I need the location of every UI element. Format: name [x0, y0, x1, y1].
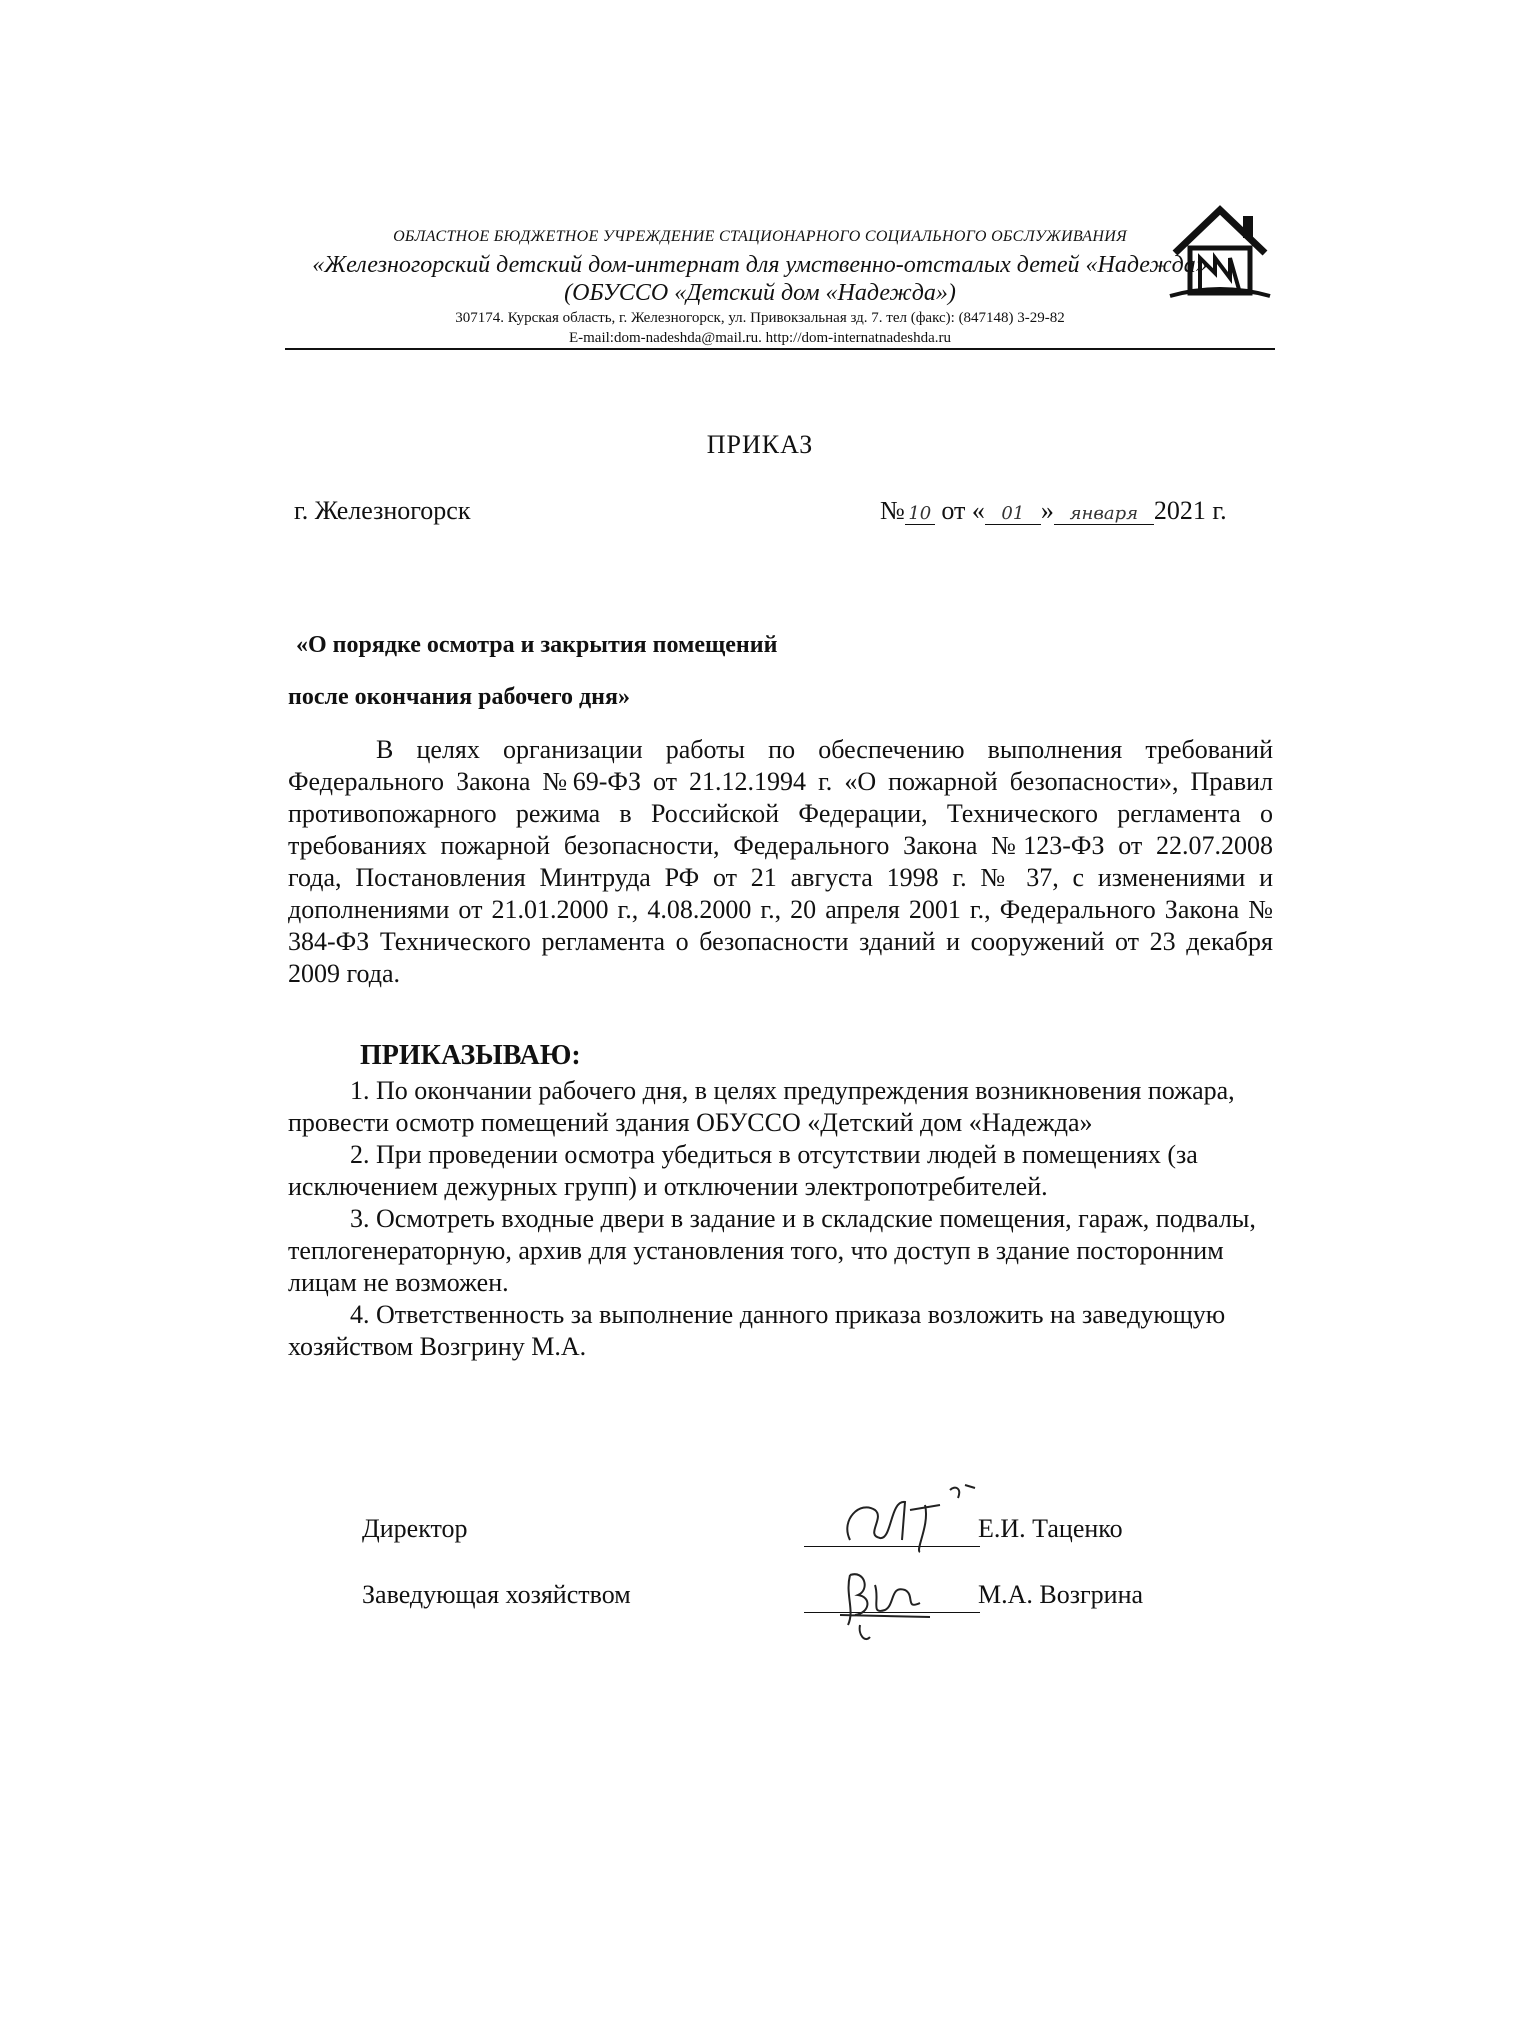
date-month-handwritten: января — [1054, 503, 1154, 525]
letterhead-divider — [285, 348, 1275, 350]
number-prefix: № — [880, 496, 905, 525]
document-title: ПРИКАЗ — [706, 430, 814, 459]
signer-name-director: Е.И. Таценко — [978, 1514, 1123, 1543]
date-year: 2021 г. — [1153, 496, 1227, 525]
order-items — [288, 1075, 1273, 1363]
signer-role-director: Директор — [362, 1514, 468, 1543]
order-item: 4. Ответственность за выполнение данного приказа возложить на заведующую хозяйством Возгрину М.А. — [288, 1300, 1226, 1361]
letterhead-org-short: (ОБУССО «Детский дом «Надежда») — [564, 280, 956, 306]
letterhead-org-line: ОБЛАСТНОЕ БЮДЖЕТНОЕ УЧРЕЖДЕНИЕ СТАЦИОНАРНОГО СОЦИАЛЬНОГО ОБСЛУЖИВАНИЯ — [393, 228, 1127, 245]
order-item: 3. Осмотреть входные двери в задание и в складские помещения, гараж, подвалы, теплогенераторную, архив для установления того, что доступ в здание посторонним лицам не возможен. — [288, 1204, 1256, 1297]
order-item: 2. При проведении осмотра убедиться в отсутствии людей в помещениях (за исключением дежурных групп) и отключении электропотребителей. — [288, 1140, 1198, 1201]
preamble-text: В целях организации работы по обеспечению выполнения требований Федерального Закона №69-ФЗ от 21.12.1994 г. «О пожарной безопасности», Правил противопожарного режима в Российской Федерации, Технического регламента о требованиях пожарной безопасности, Федерального Закона №123-ФЗ от 22.07.2008 года, Постановления Минтруда РФ от 21 августа 1998 г. № 37, с изменениями и дополнениями от 21.01.2000 г., 4.08.2000 г., 20 апреля 2001 г., Федерального Закона № 384-ФЗ Технического регламента о безопасности зданий и сооружений от 23 декабря 2009 года. — [288, 735, 1273, 988]
order-heading: ПРИКАЗЫВАЮ: — [360, 1040, 581, 1071]
document-number-date — [880, 496, 1227, 526]
document-city: г. Железногорск — [294, 496, 471, 525]
number-handwritten: 10 — [905, 503, 935, 525]
date-from: от « — [941, 496, 985, 525]
date-mid: » — [1040, 496, 1054, 525]
subject-line-2: после окончания рабочего дня» — [288, 684, 630, 710]
date-day-handwritten: 01 — [985, 503, 1041, 525]
signature-director-icon — [830, 1480, 980, 1555]
subject-line-1: «О порядке осмотра и закрытия помещений — [296, 632, 778, 658]
letterhead-address: 307174. Курская область, г. Железногорск, ул. Привокзальная зд. 7. тел (факс): (847148) 3-29-82 — [455, 310, 1065, 326]
order-item: 1. По окончании рабочего дня, в целях предупреждения возникновения пожара, провести осмотр помещений здания ОБУССО «Детский дом «Надежда» — [288, 1076, 1235, 1137]
signer-role-housekeeping: Заведующая хозяйством — [362, 1580, 631, 1609]
house-logo-icon — [1165, 198, 1275, 308]
signature-housekeeping-icon — [810, 1555, 950, 1645]
preamble — [288, 734, 1273, 990]
letterhead-org-name: «Железногорский детский дом-интернат для умственно-отсталых детей «Надежда» — [312, 252, 1208, 278]
signer-name-housekeeping: М.А. Возгрина — [978, 1580, 1144, 1609]
letterhead-contacts: E-mail:dom-nadeshda@mail.ru. http://dom-internatnadeshda.ru — [568, 330, 952, 346]
